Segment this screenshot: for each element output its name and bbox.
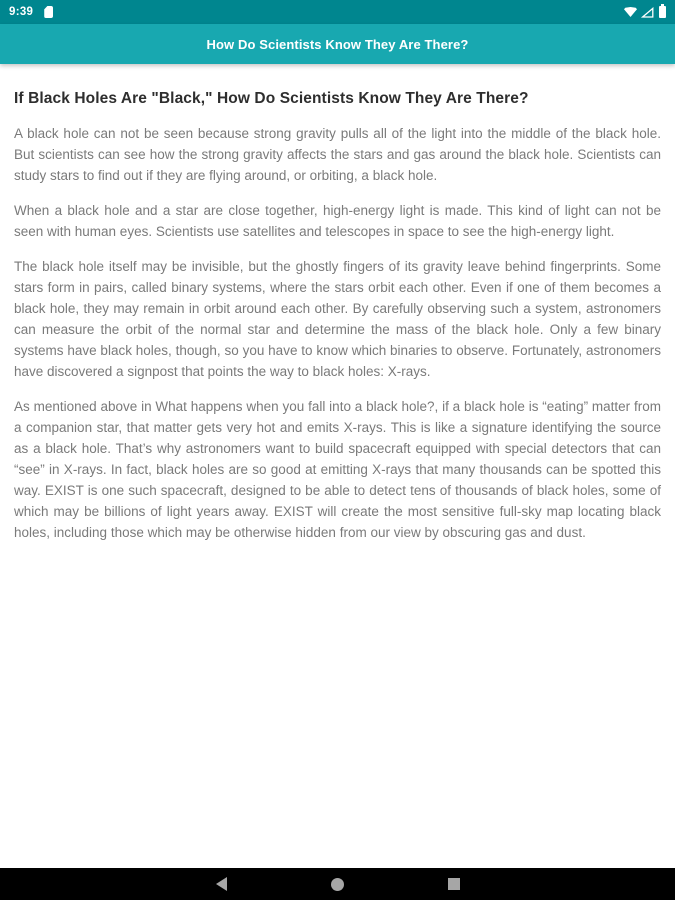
status-bar — [0, 0, 675, 24]
article-paragraph-1: A black hole can not be seen because strong gravity pulls all of the light into the middle of the black hole. But scientists can see how the strong gravity affects the stars and gas around the black hole. Scientists can study stars to find out if they are flying around, or orbiting, a black hole. — [14, 126, 661, 183]
article-heading: If Black Holes Are "Black," How Do Scientists Know They Are There? — [14, 90, 529, 107]
sim-card-icon — [44, 6, 53, 18]
battery-icon — [659, 6, 666, 18]
article-scroll-area[interactable] — [0, 64, 675, 868]
recents-button[interactable] — [446, 876, 462, 892]
back-button[interactable] — [214, 876, 230, 892]
cellular-signal-icon — [641, 7, 654, 18]
recents-icon — [448, 878, 460, 890]
back-icon — [216, 877, 227, 891]
app-bar-title: How Do Scientists Know They Are There? — [206, 36, 469, 52]
status-time: 9:39 — [9, 6, 34, 18]
status-bar-left — [9, 6, 53, 18]
home-button[interactable] — [330, 876, 346, 892]
status-bar-right — [624, 6, 666, 18]
navigation-bar — [0, 868, 675, 900]
home-icon — [331, 878, 344, 891]
wifi-icon — [624, 7, 637, 17]
app-bar — [0, 24, 675, 64]
article-paragraph-3: The black hole itself may be invisible, but the ghostly fingers of its gravity leave behind fingerprints. Some stars form in pairs, called binary systems, where the stars orbit each other. Even if one of them becomes a black hole, they may remain in orbit around each other. By carefully observing such a system, astronomers can measure the orbit of the normal star and determine the mass of the black hole. Only a few binary systems have black holes, though, so you have to know which binaries to observe. Fortunately, astronomers have discovered a signpost that points the way to black holes: X-rays. — [14, 259, 661, 379]
article-paragraph-4: As mentioned above in What happens when you fall into a black hole?, if a black hole is “eating” matter from a companion star, that matter gets very hot and emits X-rays. This is like a signature identifying the source as a black hole. That’s why astronomers want to build spacecraft equipped with special detectors that can “see” in X-rays. In fact, black holes are so good at emitting X-rays that many thousands can be spotted this way. EXIST is one such spacecraft, designed to be able to detect tens of thousands of black holes, some of which may be billions of light years away. EXIST will create the most sensitive full-sky map locating black holes, including those which may be otherwise hidden from our view by obscuring gas and dust. — [14, 399, 661, 540]
article-paragraph-2: When a black hole and a star are close together, high-energy light is made. This kind of light can not be seen with human eyes. Scientists use satellites and telescopes in space to see the high-energy light. — [14, 203, 661, 239]
